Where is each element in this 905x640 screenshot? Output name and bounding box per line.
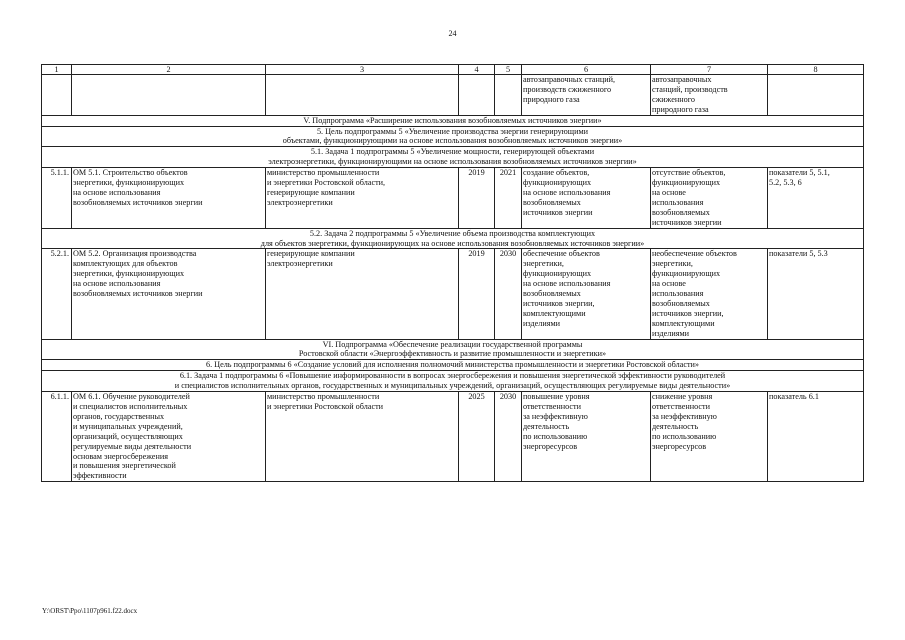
non-implementation-consequence: необеспечение объектов энергетики, функционирующих на основе использования возобновляемых источников энергии, комплектующими изделиями: [651, 249, 768, 339]
col-header-8: 8: [768, 65, 864, 75]
col-header-7: 7: [651, 65, 768, 75]
col-header-6: 6: [522, 65, 651, 75]
non-implementation-consequence: отсутствие объектов, функционирующих на основе использования возобновляемых источников энергии: [651, 168, 768, 228]
non-implementation-consequence: снижение уровня ответственности за неэффективную деятельность по использованию энергоресурсов: [651, 392, 768, 482]
section-row: [42, 371, 864, 392]
section-row: [42, 147, 864, 168]
program-table: [41, 64, 864, 482]
column-header-row: [42, 65, 864, 75]
subprogram-6-title: VI. Подпрограмма «Обеспечение реализации государственной программы Ростовской области «Энергоэффективность и развитие промышленности и энергетики»: [42, 339, 864, 360]
table-row: [42, 168, 864, 228]
carryover-row: [42, 75, 864, 116]
footer-file-path: Y:\ORST\Ppo\1107p961.f22.docx: [42, 607, 138, 615]
task-5-2-title: 5.2. Задача 2 подпрограммы 5 «Увеличение объема производства комплектующих для объектов энергетики, функционирующих на основе использования возобновляемых источников энергии»: [42, 228, 864, 249]
section-row: [42, 126, 864, 147]
executor: министерство промышленности и энергетики Ростовской области: [266, 392, 459, 482]
measure-name: ОМ 5.2. Организация производства комплектующих для объектов энергетики, функционирующих на основе использования возобновляемых источников энергии: [72, 249, 266, 339]
end-year: 2030: [495, 249, 522, 339]
row-number: 6.1.1.: [42, 392, 72, 482]
section-row: [42, 228, 864, 249]
col-header-5: 5: [495, 65, 522, 75]
related-indicators: показатели 5, 5.3: [768, 249, 864, 339]
end-year: 2030: [495, 392, 522, 482]
carryover-result: автозаправочных станций, производств сжиженного природного газа: [522, 75, 651, 116]
col-header-4: 4: [459, 65, 495, 75]
related-indicators: показатель 6.1: [768, 392, 864, 482]
expected-result: повышение уровня ответственности за неэффективную деятельность по использованию энергоресурсов: [522, 392, 651, 482]
row-number: 5.2.1.: [42, 249, 72, 339]
expected-result: создание объектов, функционирующих на основе использования возобновляемых источников энергии: [522, 168, 651, 228]
table-row: [42, 392, 864, 482]
measure-name: ОМ 5.1. Строительство объектов энергетики, функционирующих на основе использования возобновляемых источников энергии: [72, 168, 266, 228]
section-row: [42, 360, 864, 371]
col-header-1: 1: [42, 65, 72, 75]
row-number: 5.1.1.: [42, 168, 72, 228]
expected-result: обеспечение объектов энергетики, функционирующих на основе использования возобновляемых источников энергии, комплектующими изделиями: [522, 249, 651, 339]
related-indicators: показатели 5, 5.1, 5.2, 5.3, 6: [768, 168, 864, 228]
start-year: 2025: [459, 392, 495, 482]
page-number: 24: [448, 29, 457, 38]
col-header-2: 2: [72, 65, 266, 75]
section-row: [42, 339, 864, 360]
end-year: 2021: [495, 168, 522, 228]
measure-name: ОМ 6.1. Обучение руководителей и специалистов исполнительных органов, государственных и муниципальных учреждений, организаций, осуществляющих регулируемые виды деятельности основам энергосбережения и повышения энергетической эффективности: [72, 392, 266, 482]
task-6-1-title: 6.1. Задача 1 подпрограммы 6 «Повышение информированности в вопросах энергосбережения и повышения энергетической эффективности руководителей и специалистов исполнительных органов, государственных и муниципальных учреждений, организаций, осуществляющих регулируемые виды деятельности»: [42, 371, 864, 392]
table-row: [42, 249, 864, 339]
section-row: [42, 115, 864, 126]
task-5-1-title: 5.1. Задача 1 подпрограммы 5 «Увеличение мощности, генерирующей объектами электроэнергетики, функционирующими на основе использования возобновляемых источников энергии»: [42, 147, 864, 168]
goal-5-title: 5. Цель подпрограммы 5 «Увеличение производства энергии генерирующими объектами, функционирующими на основе использования возобновляемых источников энергии»: [42, 126, 864, 147]
executor: министерство промышленности и энергетики Ростовской области, генерирующие компании электроэнергетики: [266, 168, 459, 228]
start-year: 2019: [459, 168, 495, 228]
executor: генерирующие компании электроэнергетики: [266, 249, 459, 339]
carryover-consequence: автозаправочных станций, производств сжиженного природного газа: [651, 75, 768, 116]
col-header-3: 3: [266, 65, 459, 75]
goal-6-title: 6. Цель подпрограммы 6 «Создание условий для исполнения полномочий министерства промышленности и энергетики Ростовской области»: [42, 360, 864, 371]
start-year: 2019: [459, 249, 495, 339]
subprogram-5-title: V. Подпрограмма «Расширение использования возобновляемых источников энергии»: [42, 115, 864, 126]
